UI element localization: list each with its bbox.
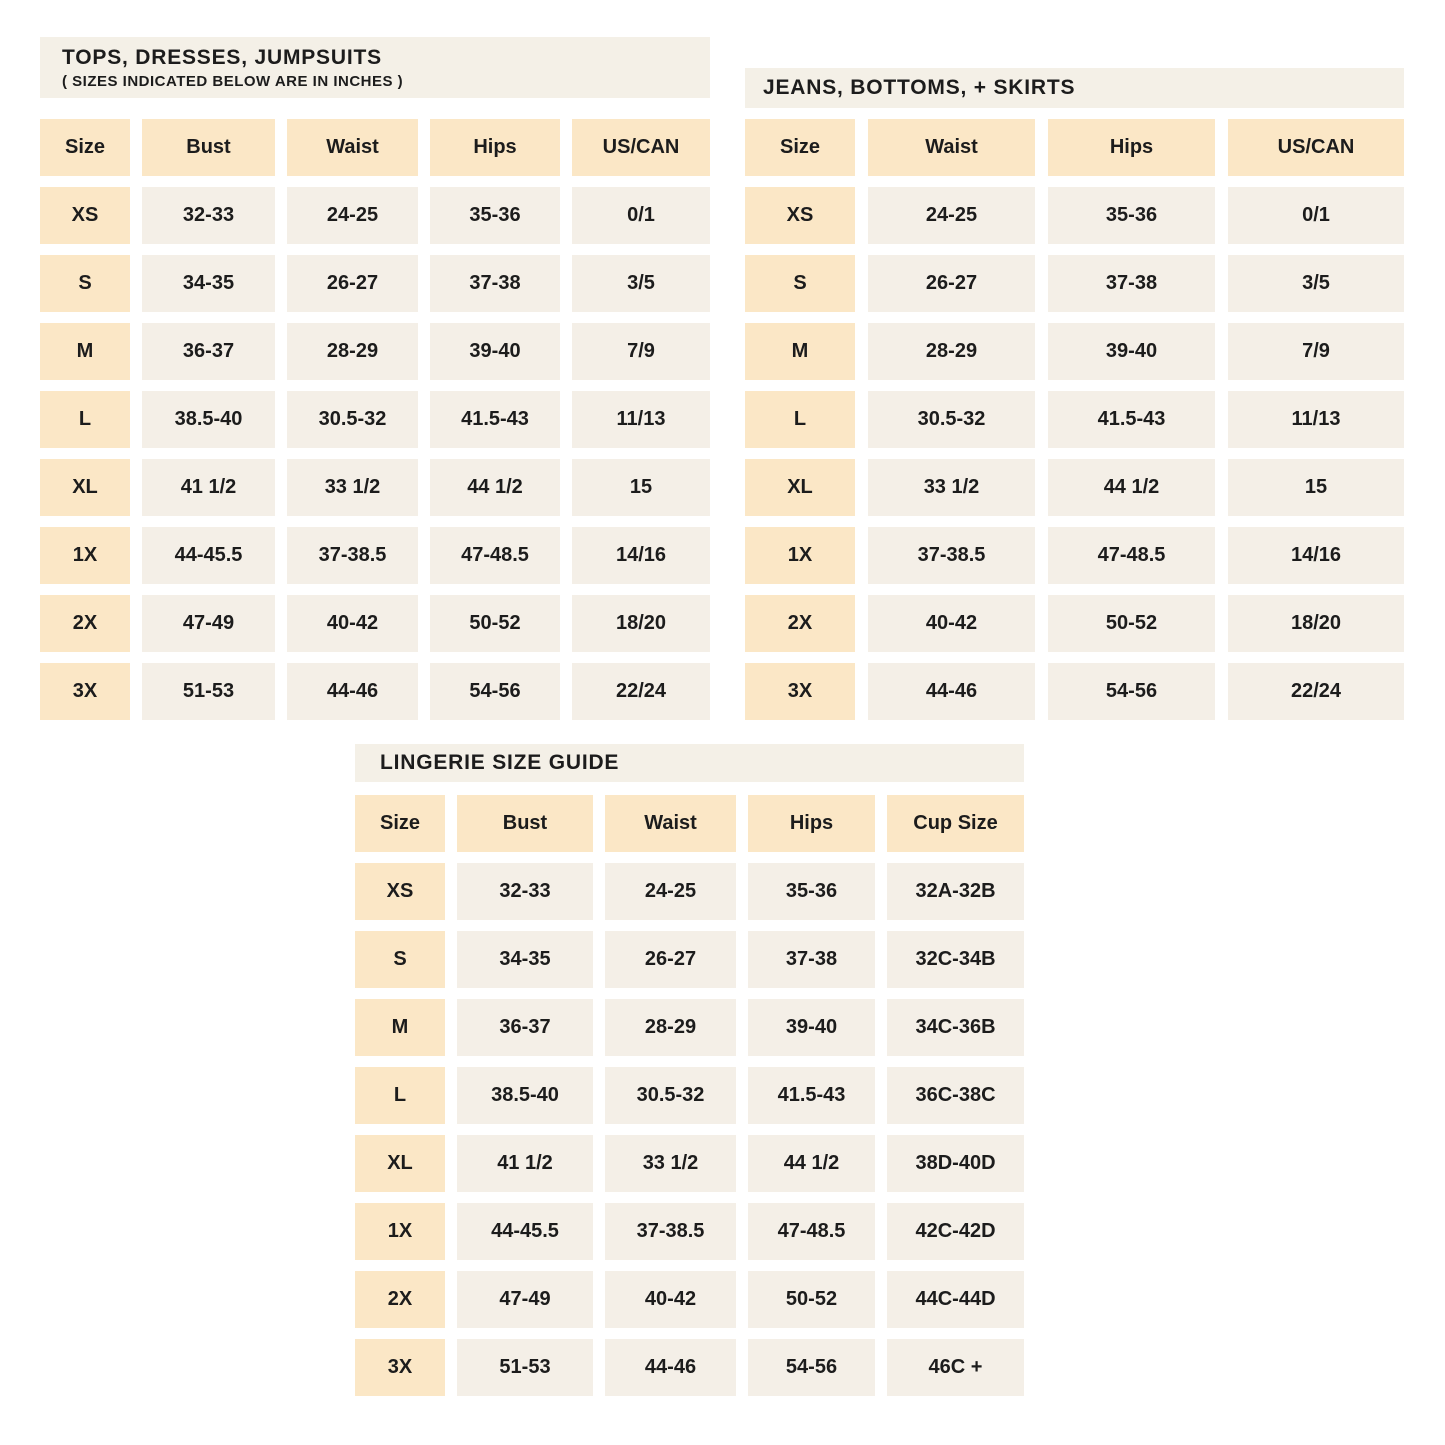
- lingerie-column-header-hips: Hips: [748, 795, 875, 852]
- tops-size-label: XS: [40, 187, 130, 244]
- jeans-size-label: M: [745, 323, 855, 380]
- jeans-value-cell: 11/13: [1228, 391, 1404, 448]
- lingerie-value-cell: 33 1/2: [605, 1135, 736, 1192]
- jeans-title: JEANS, BOTTOMS, + SKIRTS: [763, 76, 1076, 99]
- lingerie-value-cell: 40-42: [605, 1271, 736, 1328]
- lingerie-value-cell: 35-36: [748, 863, 875, 920]
- jeans-value-cell: 26-27: [868, 255, 1035, 312]
- lingerie-column-header-size: Size: [355, 795, 445, 852]
- tops-value-cell: 28-29: [287, 323, 418, 380]
- lingerie-column-header-waist: Waist: [605, 795, 736, 852]
- tops-value-cell: 14/16: [572, 527, 710, 584]
- jeans-value-cell: 44 1/2: [1048, 459, 1215, 516]
- jeans-value-cell: 3/5: [1228, 255, 1404, 312]
- tops-title: TOPS, DRESSES, JUMPSUITS: [62, 45, 382, 69]
- lingerie-size-label: XS: [355, 863, 445, 920]
- lingerie-value-cell: 24-25: [605, 863, 736, 920]
- tops-value-cell: 36-37: [142, 323, 275, 380]
- lingerie-value-cell: 36C-38C: [887, 1067, 1024, 1124]
- tops-value-cell: 24-25: [287, 187, 418, 244]
- tops-value-cell: 44-45.5: [142, 527, 275, 584]
- jeans-column-header-us-can: US/CAN: [1228, 119, 1404, 176]
- jeans-size-label: XS: [745, 187, 855, 244]
- tops-size-label: 1X: [40, 527, 130, 584]
- tops-size-label: M: [40, 323, 130, 380]
- tops-value-cell: 22/24: [572, 663, 710, 720]
- lingerie-value-cell: 44 1/2: [748, 1135, 875, 1192]
- lingerie-value-cell: 39-40: [748, 999, 875, 1056]
- lingerie-value-cell: 34-35: [457, 931, 593, 988]
- lingerie-size-label: S: [355, 931, 445, 988]
- jeans-bottoms-skirts-table: [745, 68, 1404, 720]
- lingerie-value-cell: 38.5-40: [457, 1067, 593, 1124]
- tops-size-label: S: [40, 255, 130, 312]
- tops-value-cell: 11/13: [572, 391, 710, 448]
- jeans-size-label: 2X: [745, 595, 855, 652]
- tops-size-label: 2X: [40, 595, 130, 652]
- lingerie-value-cell: 32A-32B: [887, 863, 1024, 920]
- lingerie-column-header-bust: Bust: [457, 795, 593, 852]
- lingerie-value-cell: 41.5-43: [748, 1067, 875, 1124]
- jeans-value-cell: 7/9: [1228, 323, 1404, 380]
- lingerie-value-cell: 34C-36B: [887, 999, 1024, 1056]
- tops-value-cell: 35-36: [430, 187, 560, 244]
- lingerie-size-label: M: [355, 999, 445, 1056]
- lingerie-value-cell: 37-38: [748, 931, 875, 988]
- lingerie-size-label: L: [355, 1067, 445, 1124]
- jeans-value-cell: 28-29: [868, 323, 1035, 380]
- lingerie-value-cell: 44C-44D: [887, 1271, 1024, 1328]
- tops-value-cell: 15: [572, 459, 710, 516]
- tops-value-cell: 38.5-40: [142, 391, 275, 448]
- tops-value-cell: 41 1/2: [142, 459, 275, 516]
- jeans-value-cell: 39-40: [1048, 323, 1215, 380]
- tops-column-header-size: Size: [40, 119, 130, 176]
- lingerie-value-cell: 32C-34B: [887, 931, 1024, 988]
- tops-value-cell: 32-33: [142, 187, 275, 244]
- lingerie-value-cell: 26-27: [605, 931, 736, 988]
- tops-size-label: XL: [40, 459, 130, 516]
- jeans-size-label: 1X: [745, 527, 855, 584]
- tops-value-cell: 34-35: [142, 255, 275, 312]
- jeans-value-cell: 22/24: [1228, 663, 1404, 720]
- lingerie-value-cell: 32-33: [457, 863, 593, 920]
- tops-value-cell: 47-48.5: [430, 527, 560, 584]
- lingerie-grid: [355, 795, 1024, 1396]
- tops-column-header-hips: Hips: [430, 119, 560, 176]
- lingerie-value-cell: 44-46: [605, 1339, 736, 1396]
- tops-dresses-jumpsuits-table: [40, 37, 710, 720]
- lingerie-value-cell: 28-29: [605, 999, 736, 1056]
- tops-value-cell: 37-38.5: [287, 527, 418, 584]
- jeans-value-cell: 14/16: [1228, 527, 1404, 584]
- lingerie-value-cell: 38D-40D: [887, 1135, 1024, 1192]
- jeans-column-header-waist: Waist: [868, 119, 1035, 176]
- jeans-value-cell: 40-42: [868, 595, 1035, 652]
- tops-title-band: [40, 37, 710, 98]
- jeans-value-cell: 30.5-32: [868, 391, 1035, 448]
- lingerie-title: LINGERIE SIZE GUIDE: [380, 751, 620, 774]
- jeans-value-cell: 47-48.5: [1048, 527, 1215, 584]
- lingerie-size-label: 3X: [355, 1339, 445, 1396]
- tops-value-cell: 7/9: [572, 323, 710, 380]
- lingerie-size-label: XL: [355, 1135, 445, 1192]
- lingerie-value-cell: 47-49: [457, 1271, 593, 1328]
- jeans-value-cell: 0/1: [1228, 187, 1404, 244]
- jeans-value-cell: 35-36: [1048, 187, 1215, 244]
- tops-value-cell: 54-56: [430, 663, 560, 720]
- lingerie-value-cell: 47-48.5: [748, 1203, 875, 1260]
- jeans-value-cell: 41.5-43: [1048, 391, 1215, 448]
- tops-subtitle: ( SIZES INDICATED BELOW ARE IN INCHES ): [62, 72, 404, 90]
- lingerie-value-cell: 44-45.5: [457, 1203, 593, 1260]
- tops-column-header-bust: Bust: [142, 119, 275, 176]
- jeans-value-cell: 54-56: [1048, 663, 1215, 720]
- jeans-title-band: [745, 68, 1404, 108]
- tops-value-cell: 37-38: [430, 255, 560, 312]
- jeans-size-label: S: [745, 255, 855, 312]
- jeans-column-header-size: Size: [745, 119, 855, 176]
- jeans-value-cell: 37-38.5: [868, 527, 1035, 584]
- tops-value-cell: 51-53: [142, 663, 275, 720]
- lingerie-size-label: 1X: [355, 1203, 445, 1260]
- tops-grid: [40, 119, 710, 720]
- lingerie-value-cell: 42C-42D: [887, 1203, 1024, 1260]
- jeans-value-cell: 18/20: [1228, 595, 1404, 652]
- jeans-size-label: 3X: [745, 663, 855, 720]
- jeans-value-cell: 37-38: [1048, 255, 1215, 312]
- jeans-value-cell: 15: [1228, 459, 1404, 516]
- jeans-size-label: XL: [745, 459, 855, 516]
- lingerie-size-label: 2X: [355, 1271, 445, 1328]
- lingerie-value-cell: 36-37: [457, 999, 593, 1056]
- lingerie-size-guide-table: [355, 744, 1024, 1396]
- jeans-value-cell: 44-46: [868, 663, 1035, 720]
- tops-size-label: 3X: [40, 663, 130, 720]
- tops-value-cell: 44-46: [287, 663, 418, 720]
- tops-value-cell: 44 1/2: [430, 459, 560, 516]
- jeans-grid: [745, 119, 1404, 720]
- tops-value-cell: 47-49: [142, 595, 275, 652]
- tops-value-cell: 40-42: [287, 595, 418, 652]
- tops-value-cell: 39-40: [430, 323, 560, 380]
- tops-value-cell: 18/20: [572, 595, 710, 652]
- tops-column-header-waist: Waist: [287, 119, 418, 176]
- jeans-column-header-hips: Hips: [1048, 119, 1215, 176]
- jeans-value-cell: 24-25: [868, 187, 1035, 244]
- tops-column-header-us-can: US/CAN: [572, 119, 710, 176]
- lingerie-value-cell: 30.5-32: [605, 1067, 736, 1124]
- tops-value-cell: 50-52: [430, 595, 560, 652]
- tops-value-cell: 0/1: [572, 187, 710, 244]
- jeans-value-cell: 50-52: [1048, 595, 1215, 652]
- lingerie-value-cell: 51-53: [457, 1339, 593, 1396]
- tops-value-cell: 3/5: [572, 255, 710, 312]
- lingerie-column-header-cup-size: Cup Size: [887, 795, 1024, 852]
- tops-value-cell: 26-27: [287, 255, 418, 312]
- tops-size-label: L: [40, 391, 130, 448]
- lingerie-value-cell: 54-56: [748, 1339, 875, 1396]
- tops-value-cell: 33 1/2: [287, 459, 418, 516]
- lingerie-value-cell: 37-38.5: [605, 1203, 736, 1260]
- lingerie-value-cell: 50-52: [748, 1271, 875, 1328]
- lingerie-value-cell: 41 1/2: [457, 1135, 593, 1192]
- lingerie-title-band: [355, 744, 1024, 782]
- lingerie-value-cell: 46C +: [887, 1339, 1024, 1396]
- jeans-value-cell: 33 1/2: [868, 459, 1035, 516]
- tops-value-cell: 30.5-32: [287, 391, 418, 448]
- tops-value-cell: 41.5-43: [430, 391, 560, 448]
- jeans-size-label: L: [745, 391, 855, 448]
